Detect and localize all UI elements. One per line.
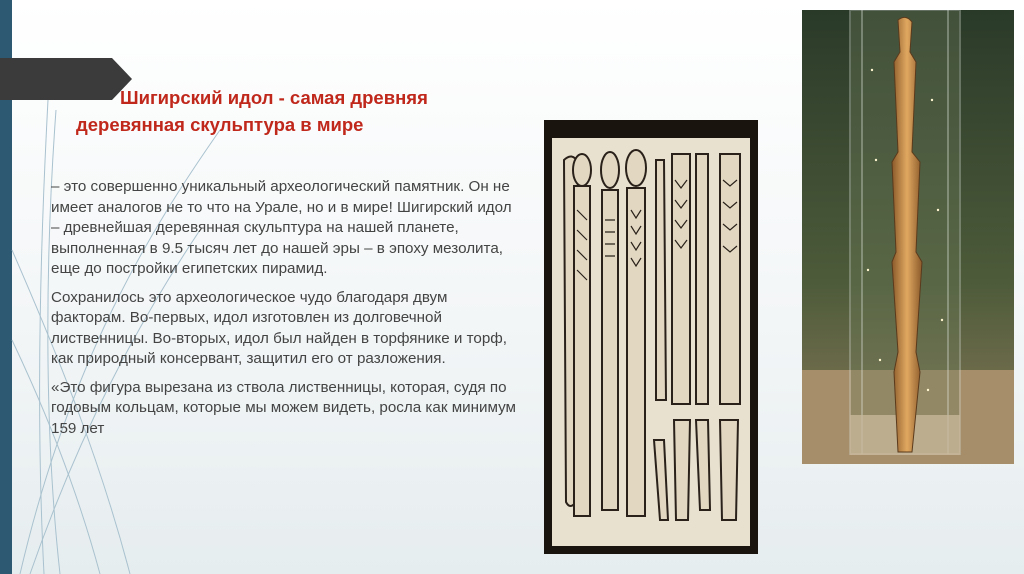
slide-title xyxy=(76,84,516,138)
paragraph-3: «Это фигура вырезана из ствола лиственницы, которая, судя по годовым кольцам, которые мы можем видеть, росла как минимум 159 лет xyxy=(51,378,516,437)
paragraph-1: – это совершенно уникальный археологический памятник. Он не имеет аналогов не то что на Урале, но и в мире! Шигирский идол – древнейшая деревянная скульптура на нашей планете, выполненная в 9.5 тысяч лет до нашей эры – в эпоху мезолита, еще до постройки египетских пирамид. xyxy=(51,178,512,277)
slide-body xyxy=(51,177,521,447)
idol-museum-photo xyxy=(802,10,1014,464)
title-line-1: Шигирский идол - самая древняя xyxy=(120,87,428,108)
paragraph-2: Сохранилось это археологическое чудо благодаря двум факторам. Во-первых, идол изготовлен из долговечной лиственницы. Во-вторых, идол был найден в торфянике и торф, как природный консервант, защитил его от разложения. xyxy=(51,288,507,367)
title-line-2: деревянная скульптура в мире xyxy=(76,114,364,135)
idol-drawing-photo xyxy=(544,120,758,554)
